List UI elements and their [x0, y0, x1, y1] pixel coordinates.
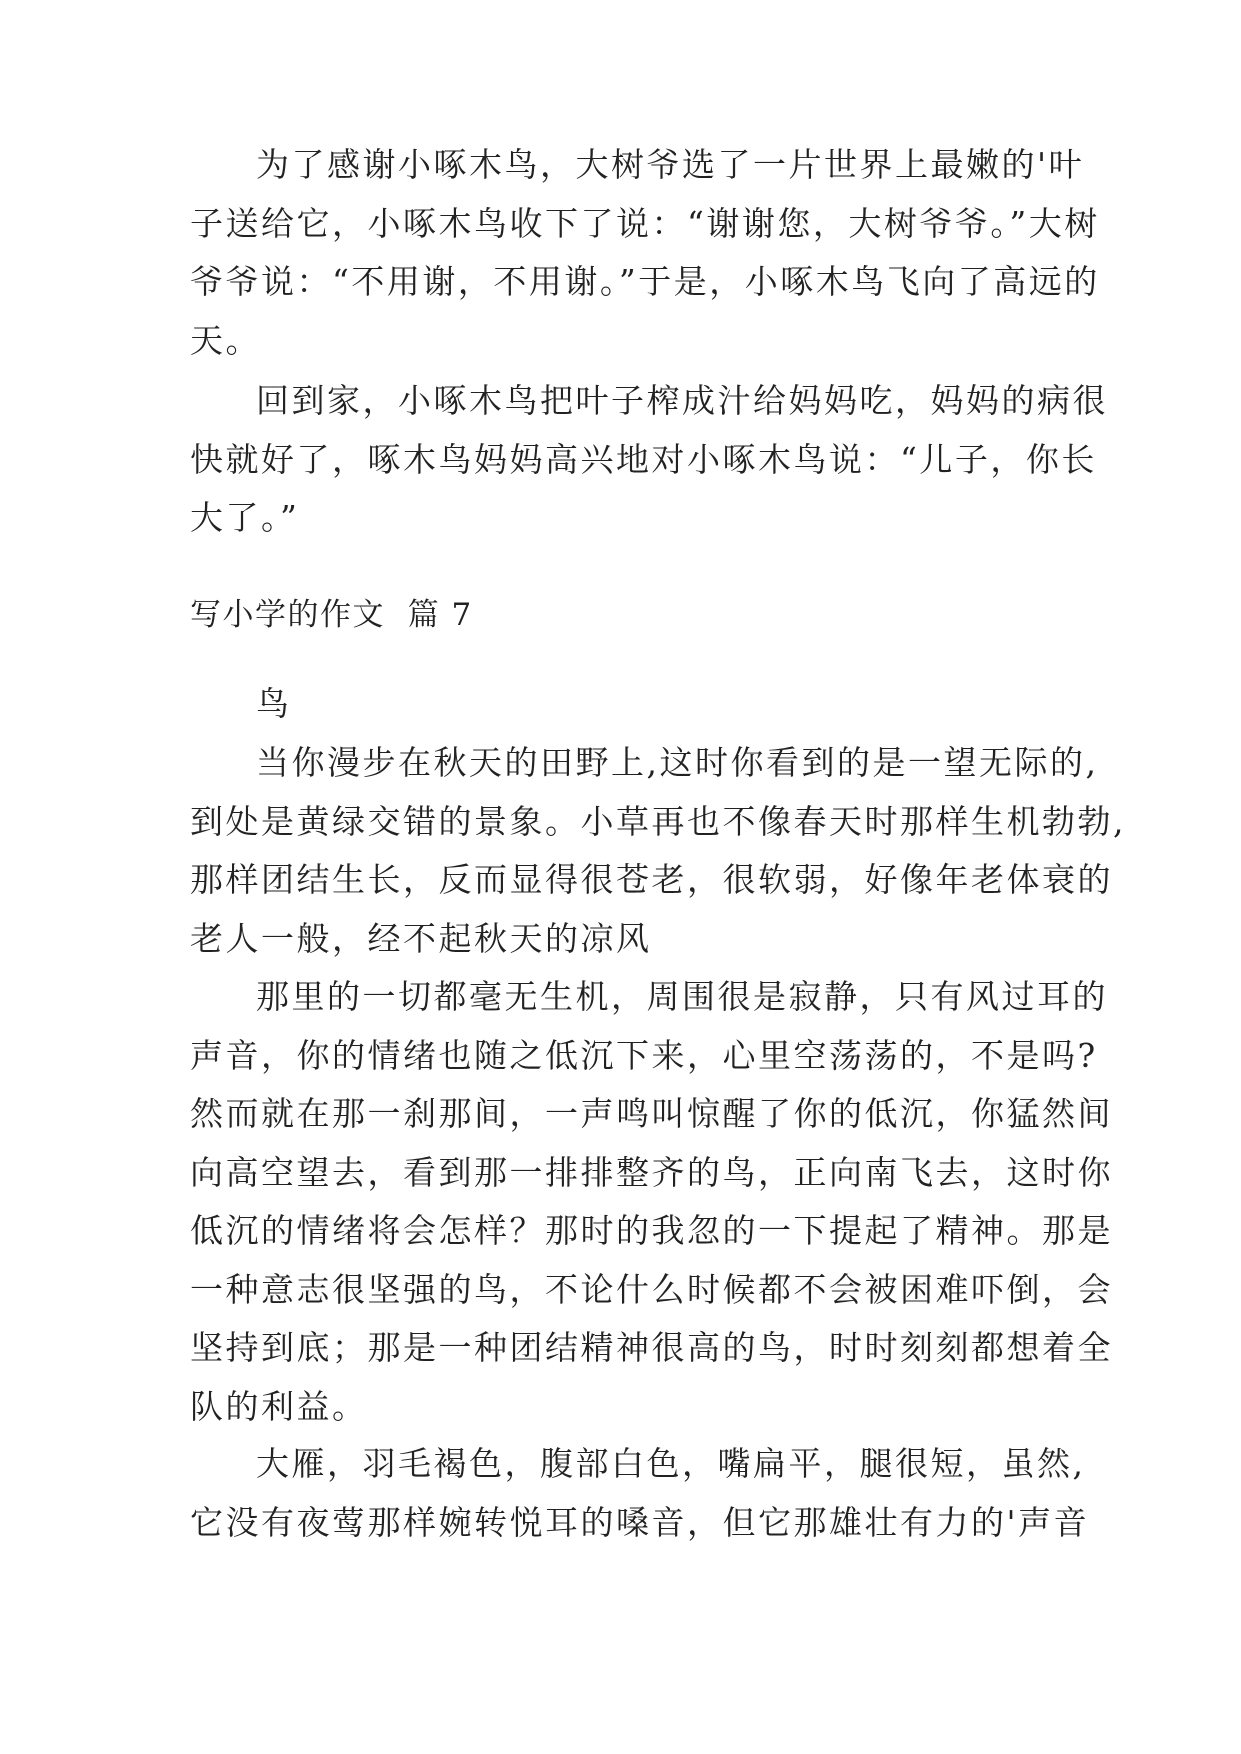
paragraph-5: [190, 1435, 1090, 1552]
text-line: 然而就在那一刹那间，一声鸣叫惊醒了你的低沉，你猛然间: [190, 1094, 1113, 1133]
text-line: 到处是黄绿交错的景象。小草再也不像春天时那样生机勃勃,: [190, 801, 1126, 841]
text-line: 爷爷说：“不用谢，不用谢。”于是，小啄木鸟飞向了高远的: [190, 262, 1100, 301]
text-line: 队的利益。: [190, 1386, 368, 1426]
text-line: 大了。”: [190, 498, 300, 537]
text-line: 那里的一切都毫无生机，周围很是寂静，只有风过耳的: [256, 977, 1108, 1016]
paragraph-4: [190, 968, 1113, 1436]
text-line: 声音，你的情绪也随之低沉下来，心里空荡荡的，不是吗?: [190, 1035, 1098, 1075]
text-line: 为了感谢小啄木鸟，大树爷选了一片世界上最嫩的'叶: [256, 145, 1085, 184]
text-line: 子送给它，小啄木鸟收下了说：“谢谢您，大树爷爷。”大树: [190, 203, 1100, 243]
text-line: 那样团结生长，反而显得很苍老，很软弱，好像年老体衰的: [190, 860, 1113, 899]
text-line: 大雁，羽毛褐色，腹部白色，嘴扁平，腿很短，虽然,: [256, 1444, 1086, 1483]
text-line: 回到家，小啄木鸟把叶子榨成汁给妈妈吃，妈妈的病很: [256, 381, 1108, 420]
text-line: 向高空望去，看到那一排排整齐的鸟，正向南飞去，这时你: [190, 1152, 1113, 1192]
text-line: 一种意志很坚强的鸟，不论什么时候都不会被困难吓倒，会: [190, 1269, 1113, 1309]
text-line: 老人一般，经不起秋天的凉风: [190, 918, 652, 958]
section-heading: 写小学的作文 篇 7: [190, 597, 473, 633]
essay-title-block: [190, 675, 1050, 734]
text-line: 快就好了，啄木鸟妈妈高兴地对小啄木鸟说：“儿子，你长: [190, 439, 1097, 479]
text-line: 低沉的情绪将会怎样？那时的我忽的一下提起了精神。那是: [190, 1211, 1113, 1250]
paragraph-2: [190, 372, 1108, 548]
essay-title: 鸟: [256, 684, 292, 723]
text-line: 坚持到底；那是一种团结精神很高的鸟，时时刻刻都想着全: [190, 1328, 1113, 1367]
text-line: 它没有夜莺那样婉转悦耳的嗓音，但它那雄壮有力的'声音: [190, 1502, 1090, 1542]
text-line: 天。: [190, 320, 261, 360]
paragraph-1: [190, 136, 1100, 370]
paragraph-3: [190, 734, 1126, 968]
text-line: 当你漫步在秋天的田野上,这时你看到的是一望无际的,: [256, 743, 1099, 782]
